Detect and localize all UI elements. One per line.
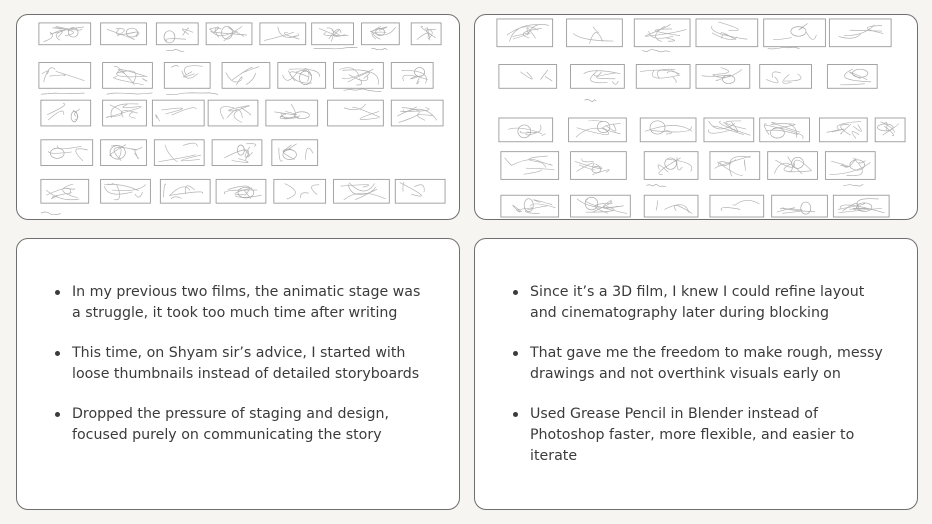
sketch-thumbnail xyxy=(571,195,631,217)
sketch-thumbnail xyxy=(334,179,390,203)
bullet-item: That gave me the freedom to make rough, messy drawings and not overthink visuals early on xyxy=(513,343,891,384)
sketch-thumbnail xyxy=(825,152,875,180)
sketch-thumbnail xyxy=(571,65,625,89)
sketch-thumbnail xyxy=(829,19,891,47)
bullet-item: Since it’s a 3D film, I knew I could refine layout and cinematography later during blocking xyxy=(513,282,891,323)
bullet-item: Used Grease Pencil in Blender instead of Photoshop faster, more flexible, and easier to iterate xyxy=(513,404,891,466)
sketch-thumbnail xyxy=(334,63,384,89)
sketch-thumbnail xyxy=(260,23,306,45)
sketch-thumbnail xyxy=(103,100,147,126)
sketch-thumbnail xyxy=(41,100,91,126)
sketch-scribble xyxy=(314,47,358,49)
sketch-thumbnail xyxy=(39,63,91,89)
sketch-scribble xyxy=(166,49,184,51)
sketch-thumbnail xyxy=(499,65,557,89)
sketch-thumbnail xyxy=(833,195,889,217)
sketch-thumbnail xyxy=(704,118,754,142)
thumbnail-sketch-image-right xyxy=(474,14,918,220)
sketch-thumbnail xyxy=(710,152,760,180)
sketch-thumbnail xyxy=(772,195,828,217)
sketch-thumbnail xyxy=(569,118,627,142)
sketch-thumbnail xyxy=(875,118,905,142)
sketch-scribble xyxy=(371,48,387,50)
bullet-item: In my previous two films, the animatic stage was a struggle, it took too much time after writing xyxy=(55,282,433,323)
sketch-thumbnail xyxy=(827,65,877,89)
sketch-thumbnail xyxy=(710,195,764,217)
sketch-thumbnail xyxy=(41,179,89,203)
sketch-thumbnail xyxy=(644,195,698,217)
sketch-thumbnail xyxy=(501,195,559,217)
sketch-thumbnail xyxy=(160,179,210,203)
bullet-list-left xyxy=(55,282,433,466)
sketch-thumbnail xyxy=(101,179,151,203)
sketch-thumbnail xyxy=(497,19,553,47)
sketch-thumbnail xyxy=(101,23,147,45)
sketch-thumbnail xyxy=(206,23,252,45)
sketch-thumbnail xyxy=(164,63,210,89)
sketch-thumbnail xyxy=(312,23,354,45)
sketch-thumbnail xyxy=(266,100,318,126)
sketch-thumbnail xyxy=(567,19,623,47)
sketch-thumbnail xyxy=(103,63,153,89)
bullet-item: Dropped the pressure of staging and design, focused purely on communicating the story xyxy=(55,404,433,445)
sketch-scribble xyxy=(166,93,218,95)
sketch-thumbnail xyxy=(768,152,818,180)
sketch-thumbnail xyxy=(499,118,553,142)
sketch-thumbnail xyxy=(156,23,198,45)
sketch-thumbnail xyxy=(391,100,443,126)
sketch-thumbnail xyxy=(760,65,812,89)
sketch-thumbnail xyxy=(501,152,559,180)
sketch-thumbnail xyxy=(41,140,93,166)
sketch-drawing-left xyxy=(17,15,459,219)
sketch-thumbnail xyxy=(760,118,810,142)
sketch-thumbnail xyxy=(216,179,266,203)
notes-card-left xyxy=(16,238,460,510)
sketch-scribble xyxy=(107,93,153,94)
sketch-thumbnail xyxy=(391,63,433,89)
sketch-scribble xyxy=(642,49,670,52)
sketch-thumbnail xyxy=(39,23,91,45)
sketch-thumbnail xyxy=(152,100,204,126)
sketch-thumbnail xyxy=(208,100,258,126)
sketch-thumbnail xyxy=(395,179,445,203)
sketch-thumbnail xyxy=(278,63,326,89)
sketch-scribble xyxy=(843,184,863,186)
sketch-thumbnail xyxy=(819,118,867,142)
bullet-list-right xyxy=(513,282,891,486)
sketch-thumbnail xyxy=(571,152,627,180)
sketch-thumbnail xyxy=(274,179,326,203)
sketch-scribble xyxy=(41,93,85,94)
sketch-scribble xyxy=(768,47,800,49)
sketch-thumbnail xyxy=(696,19,758,47)
sketch-thumbnail xyxy=(411,23,441,45)
sketch-thumbnail xyxy=(634,19,690,47)
sketch-thumbnail xyxy=(212,140,262,166)
sketch-drawing-right xyxy=(475,15,917,219)
sketch-thumbnail xyxy=(101,140,147,166)
sketch-thumbnail xyxy=(644,152,698,180)
sketch-scribble xyxy=(585,99,597,101)
sketch-thumbnail xyxy=(361,23,399,45)
sketch-scribble xyxy=(646,184,666,186)
notes-card-right xyxy=(474,238,918,510)
sketch-scribble xyxy=(41,212,61,214)
sketch-scribble xyxy=(344,89,382,92)
sketch-thumbnail xyxy=(222,63,270,89)
sketch-thumbnail xyxy=(272,140,318,166)
bullet-item: This time, on Shyam sir’s advice, I started with loose thumbnails instead of detailed storyboards xyxy=(55,343,433,384)
sketch-thumbnail xyxy=(328,100,384,126)
sketch-thumbnail xyxy=(636,65,690,89)
sketch-thumbnail xyxy=(640,118,696,142)
sketch-thumbnail xyxy=(764,19,826,47)
thumbnail-sketch-image-left xyxy=(16,14,460,220)
sketch-thumbnail xyxy=(154,140,204,166)
sketch-thumbnail xyxy=(696,65,750,89)
